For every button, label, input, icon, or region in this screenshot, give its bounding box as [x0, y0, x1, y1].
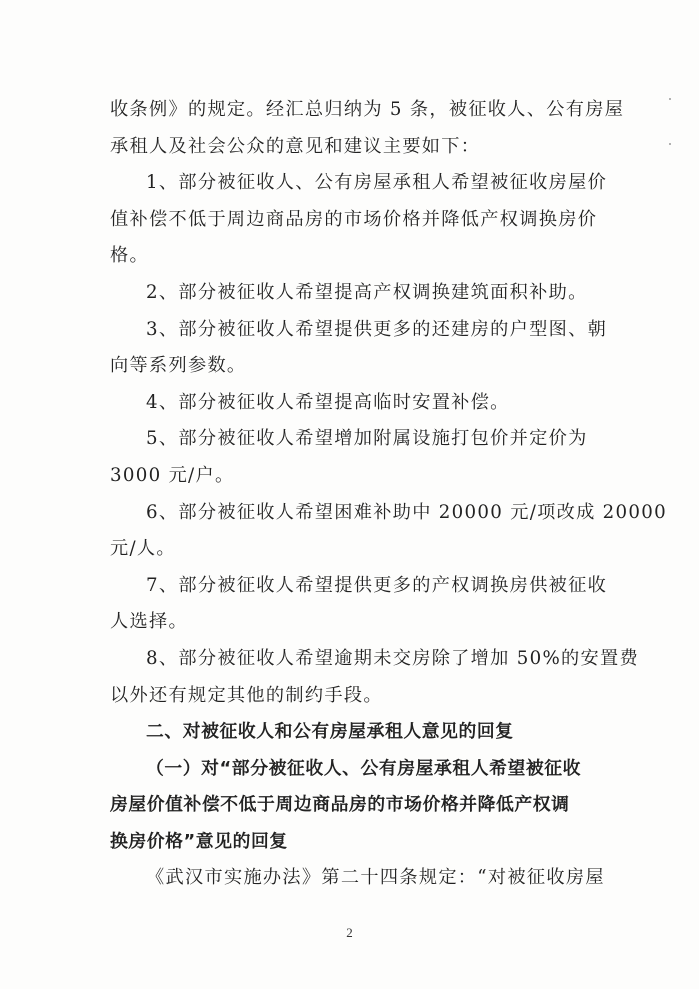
list-item: 8、部分被征收人希望逾期未交房除了增加 50%的安置费 — [146, 647, 640, 669]
text-line: 承租人及社会公众的意见和建议主要如下： — [110, 135, 481, 157]
text-line: 3000 元/户。 — [110, 464, 235, 486]
subsection-heading: 换房价格”意见的回复 — [110, 830, 288, 852]
text-line: 《武汉市实施办法》第二十四条规定：“对被征收房屋 — [146, 867, 605, 889]
list-item: 6、部分被征收人希望困难补助中 20000 元/项改成 20000 — [146, 501, 668, 523]
text-line: 元/人。 — [110, 538, 176, 560]
text-line: 向等系列参数。 — [110, 355, 247, 377]
text-line: 人选择。 — [110, 611, 188, 633]
list-item: 7、部分被征收人希望提供更多的产权调换房供被征收 — [146, 574, 608, 596]
text-line: 收条例》的规定。经汇总归纳为 5 条，被征收人、公有房屋 — [110, 99, 625, 120]
page-number: 2 — [346, 925, 353, 940]
list-item: 2、部分被征收人希望提高产权调换建筑面积补助。 — [146, 281, 588, 303]
scan-mark — [669, 98, 671, 100]
list-item: 1、部分被征收人、公有房屋承租人希望被征收房屋价 — [146, 172, 608, 194]
subsection-heading: （一）对“部分被征收人、公有房屋承租人希望被征收 — [146, 757, 582, 779]
list-item: 3、部分被征收人希望提供更多的还建房的户型图、朝 — [146, 318, 608, 340]
scan-mark — [669, 143, 671, 145]
text-line: 值补偿不低于周边商品房的市场价格并降低产权调换房价 — [110, 208, 598, 230]
text-line: 格。 — [110, 245, 149, 267]
text-line: 以外还有规定其他的制约手段。 — [110, 684, 383, 706]
list-item: 4、部分被征收人希望提高临时安置补偿。 — [146, 391, 510, 413]
list-item: 5、部分被征收人希望增加附属设施打包价并定价为 — [146, 428, 588, 450]
body-text — [110, 92, 668, 897]
section-heading: 二、对被征收人和公有房屋承租人意见的回复 — [146, 721, 514, 743]
subsection-heading: 房屋价值补偿不低于周边商品房的市场价格并降低产权调 — [110, 794, 570, 816]
